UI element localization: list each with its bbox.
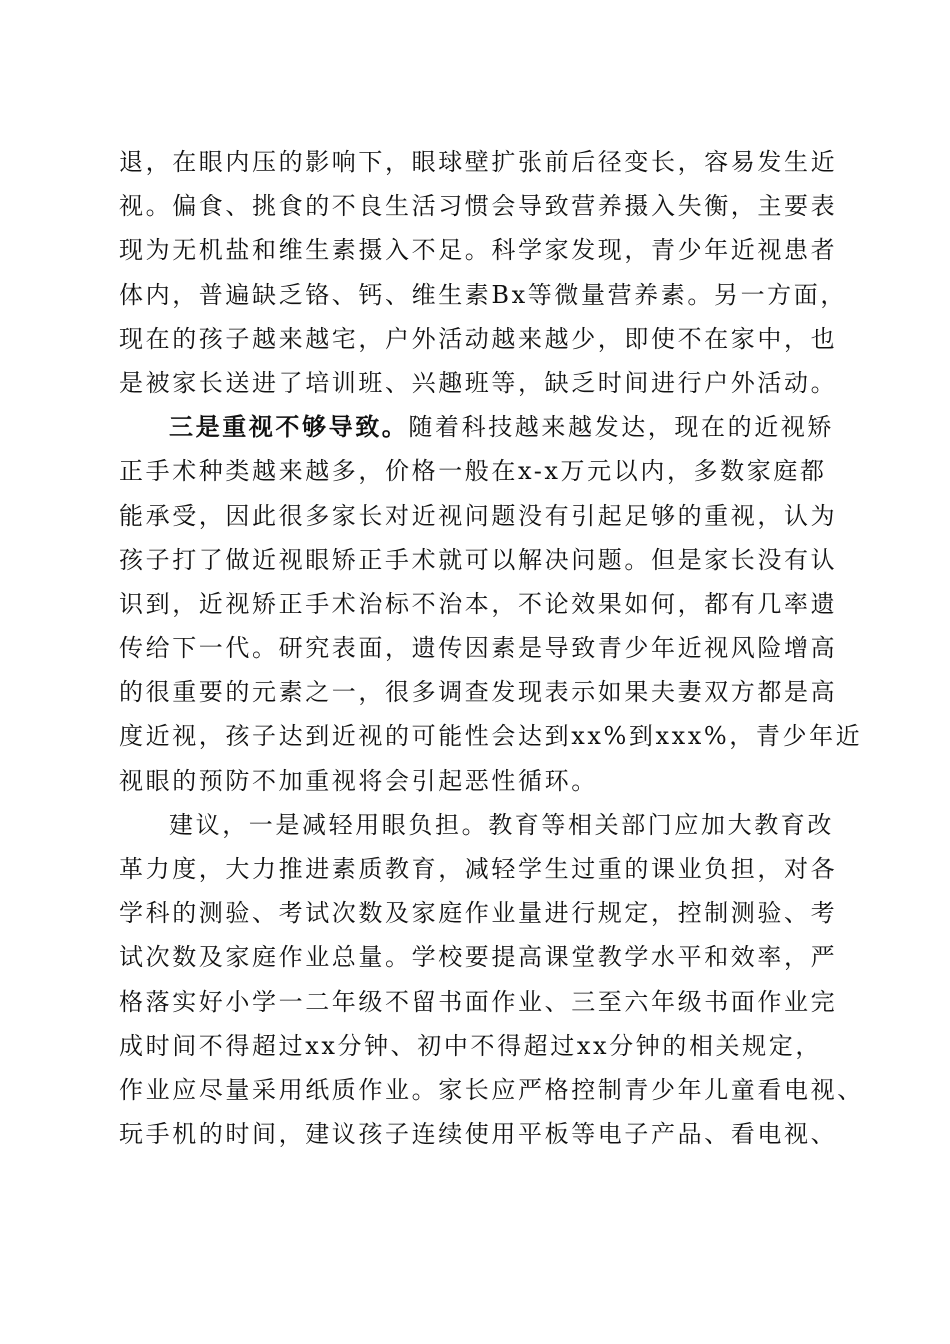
- section-heading: 三是重视不够导致。: [169, 412, 409, 442]
- text-line: 的很重要的元素之一，很多调查发现表示如果夫妻双方都是高: [119, 678, 838, 707]
- text-line: 传给下一代。研究表面，遗传因素是导致青少年近视风险增高: [119, 634, 838, 663]
- text-line: 现为无机盐和维生素摄入不足。科学家发现，青少年近视患者: [119, 236, 838, 265]
- text-line: 试次数及家庭作业总量。学校要提高课堂教学水平和效率，严: [119, 943, 838, 972]
- text-line: 成时间不得超过xx分钟、初中不得超过xx分钟的相关规定，: [119, 1031, 822, 1060]
- text-line: 建议，一是减轻用眼负担。教育等相关部门应加大教育改: [169, 810, 834, 839]
- text-line: 体内，普遍缺乏铬、钙、维生素Bx等微量营养素。另一方面，: [119, 280, 847, 309]
- text-line: 玩手机的时间，建议孩子连续使用平板等电子产品、看电视、: [119, 1120, 838, 1149]
- text-line: 革力度，大力推进素质教育，减轻学生过重的课业负担，对各: [119, 855, 838, 883]
- text-line: 作业应尽量采用纸质作业。家长应严格控制青少年儿童看电视、: [119, 1075, 864, 1104]
- text-line: 视。偏食、挑食的不良生活习惯会导致营养摄入失衡，主要表: [119, 192, 838, 221]
- text-line: 正手术种类越来越多，价格一般在x-x万元以内，多数家庭都: [119, 457, 827, 486]
- text-line: [119, 405, 835, 449]
- text-line: 学科的测验、考试次数及家庭作业量进行规定，控制测验、考: [119, 899, 838, 928]
- text-line: 能承受，因此很多家长对近视问题没有引起足够的重视，认为: [119, 501, 838, 530]
- paragraph-2: [119, 405, 863, 803]
- text-line: 孩子打了做近视眼矫正手术就可以解决问题。但是家长没有认: [119, 545, 838, 574]
- paragraph-3: [119, 803, 864, 1157]
- text-line: 度近视，孩子达到近视的可能性会达到xx%到xxx%，青少年近: [119, 722, 863, 751]
- text-line: 现在的孩子越来越宅，户外活动越来越少，即使不在家中，也: [119, 324, 838, 353]
- document-body: [119, 140, 864, 1156]
- text-line: 格落实好小学一二年级不留书面作业、三至六年级书面作业完: [119, 987, 838, 1016]
- text-line: 视眼的预防不加重视将会引起恶性循环。: [119, 766, 598, 795]
- paragraph-1: [119, 140, 847, 405]
- text-fragment: 随着科技越来越发达，现在的近视矫: [408, 413, 835, 442]
- text-line: 是被家长送进了培训班、兴趣班等，缺乏时间进行户外活动。: [119, 368, 838, 397]
- text-line: 退，在眼内压的影响下，眼球壁扩张前后径变长，容易发生近: [119, 148, 838, 176]
- text-line: 识到，近视矫正手术治标不治本，不论效果如何，都有几率遗: [119, 589, 838, 618]
